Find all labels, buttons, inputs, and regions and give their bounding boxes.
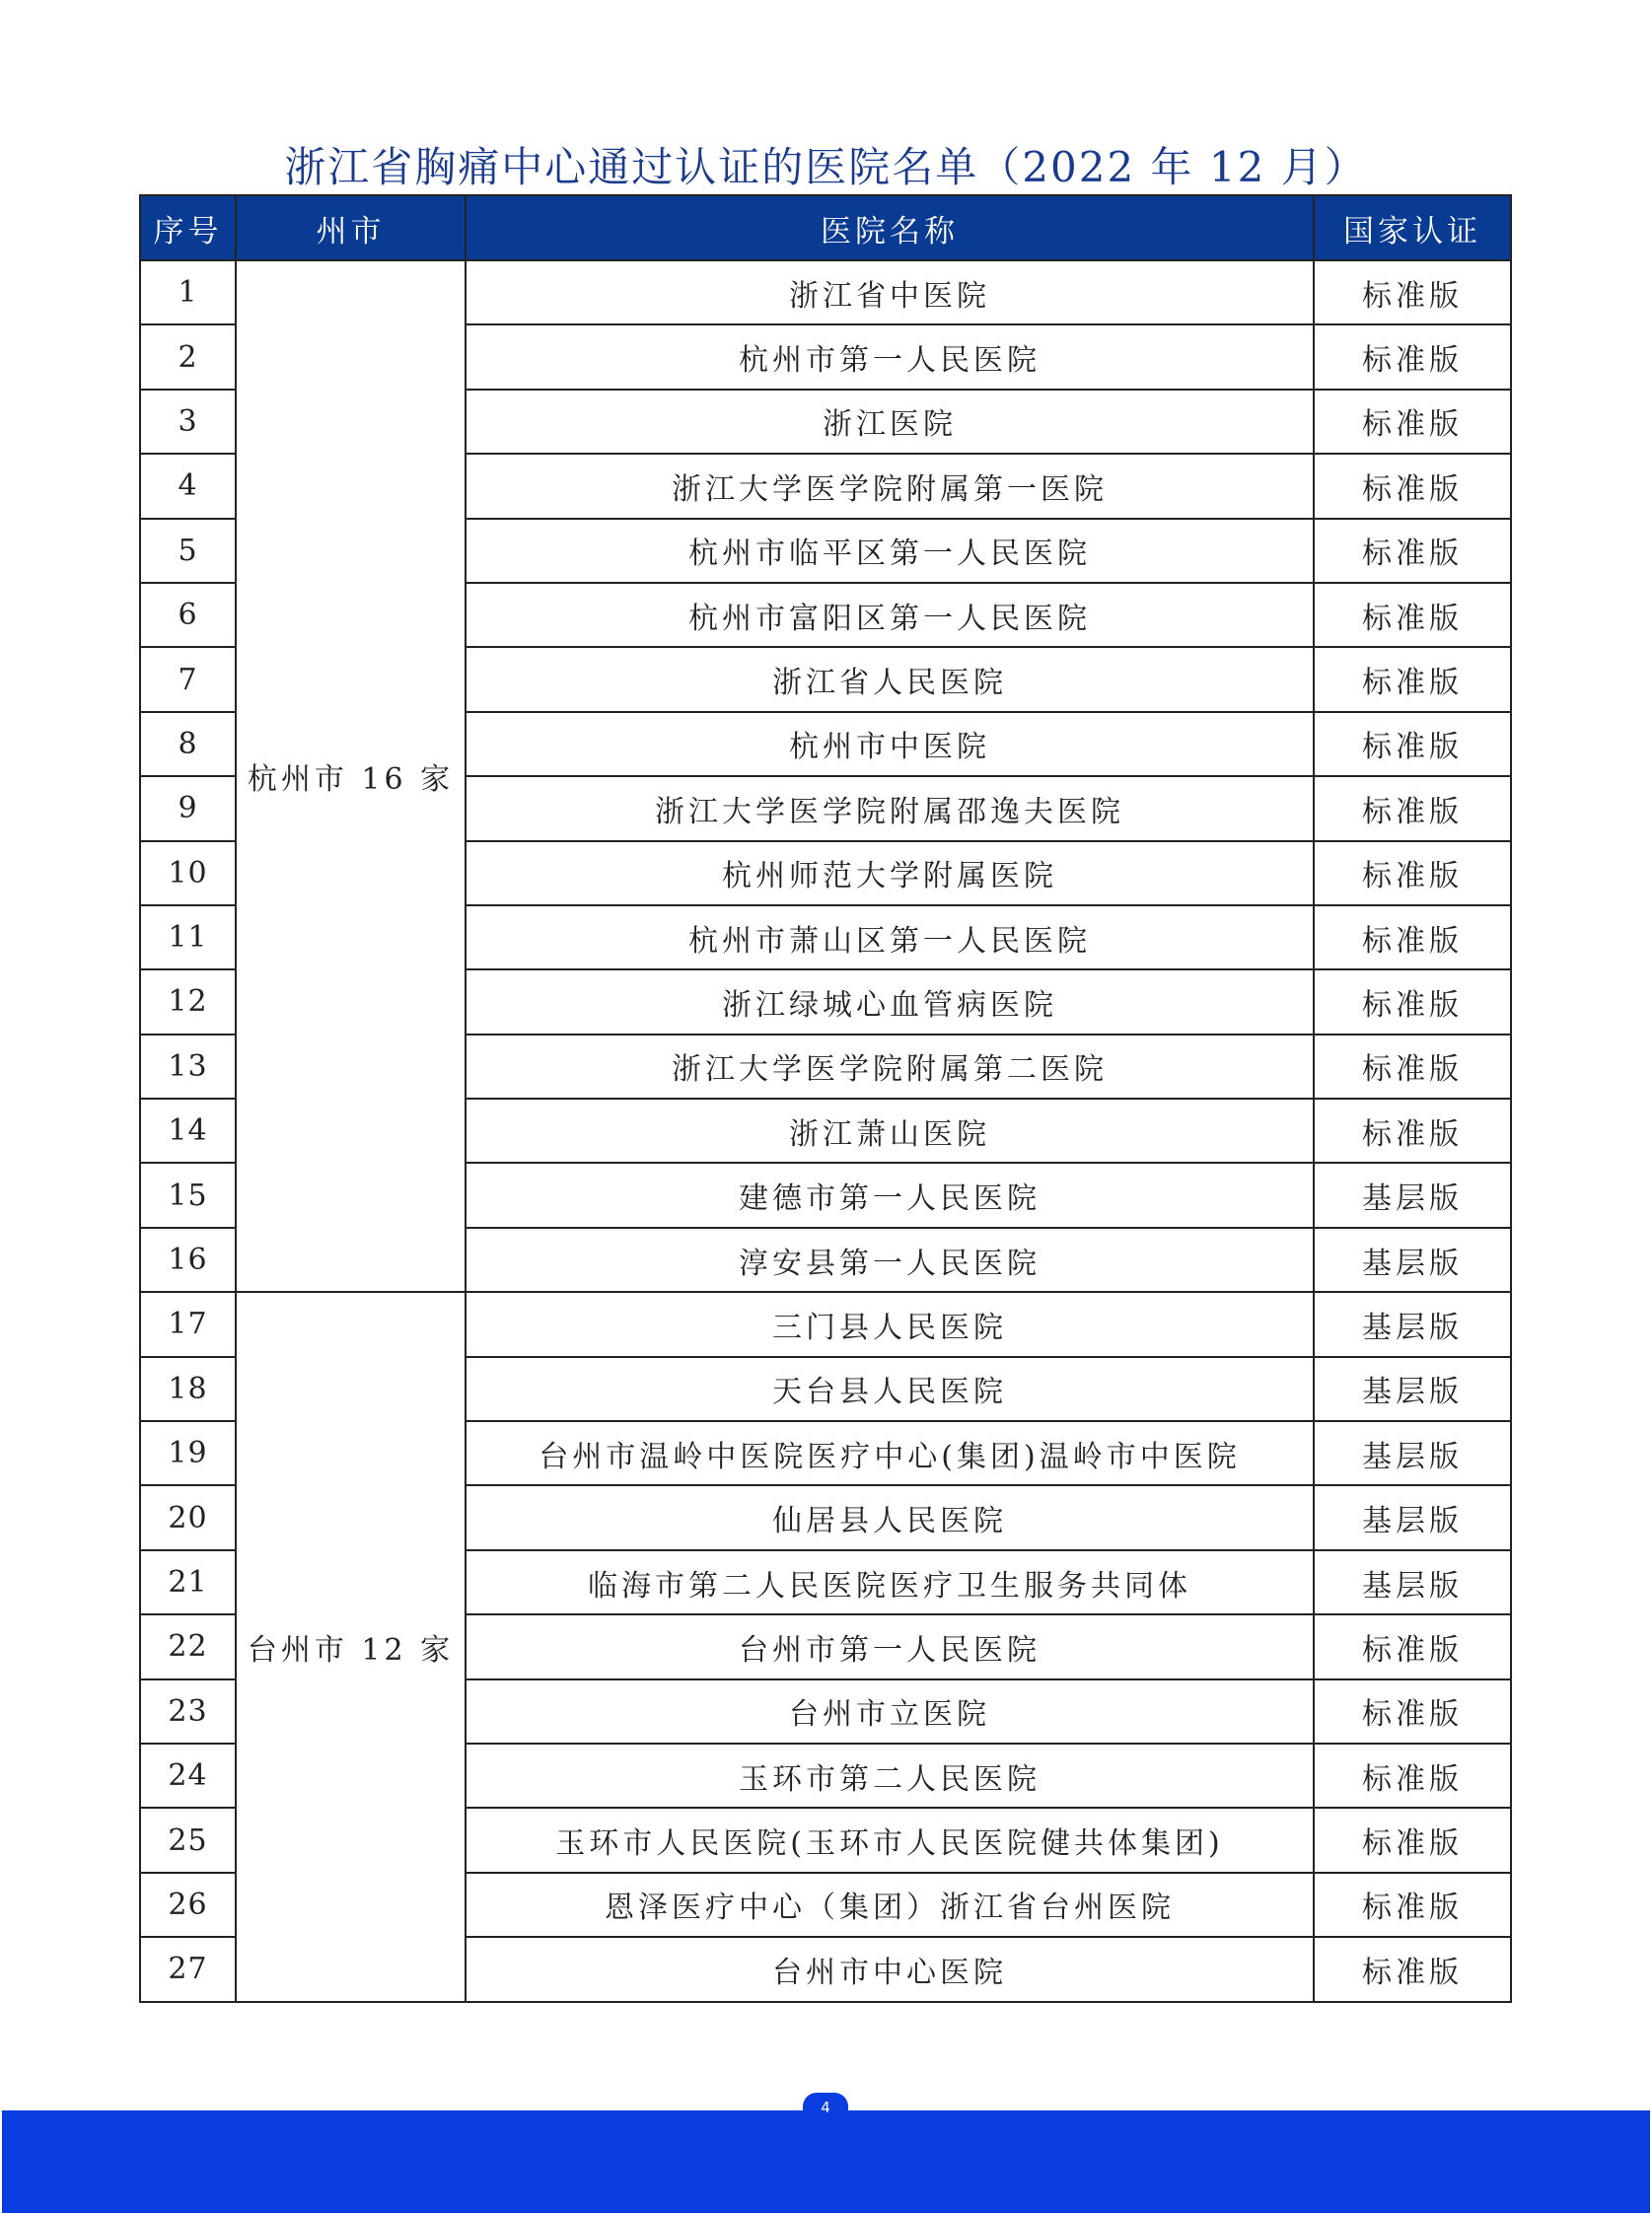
row-seq: 13 xyxy=(140,1035,236,1099)
row-seq: 12 xyxy=(140,969,236,1034)
row-certification: 标准版 xyxy=(1314,583,1511,647)
row-hospital-name: 玉环市第二人民医院 xyxy=(466,1744,1314,1808)
row-hospital-name: 临海市第二人民医院医疗卫生服务共同体 xyxy=(466,1550,1314,1614)
row-seq: 21 xyxy=(140,1550,236,1614)
row-hospital-name: 恩泽医疗中心（集团）浙江省台州医院 xyxy=(466,1873,1314,1937)
header-seq: 序号 xyxy=(140,195,236,260)
row-hospital-name: 天台县人民医院 xyxy=(466,1357,1314,1421)
row-hospital-name: 浙江大学医学院附属邵逸夫医院 xyxy=(466,776,1314,840)
row-seq: 24 xyxy=(140,1744,236,1808)
row-certification: 标准版 xyxy=(1314,1614,1511,1678)
row-hospital-name: 淳安县第一人民医院 xyxy=(466,1228,1314,1292)
table-row xyxy=(140,1292,1511,1356)
row-seq: 27 xyxy=(140,1937,236,2001)
row-certification: 标准版 xyxy=(1314,1937,1511,2001)
row-certification: 标准版 xyxy=(1314,324,1511,389)
row-hospital-name: 杭州师范大学附属医院 xyxy=(466,841,1314,905)
row-hospital-name: 玉环市人民医院(玉环市人民医院健共体集团) xyxy=(466,1808,1314,1872)
table-row xyxy=(140,260,1511,324)
row-hospital-name: 台州市第一人民医院 xyxy=(466,1614,1314,1678)
row-seq: 3 xyxy=(140,390,236,454)
row-hospital-name: 浙江医院 xyxy=(466,390,1314,454)
row-certification: 标准版 xyxy=(1314,260,1511,324)
row-hospital-name: 三门县人民医院 xyxy=(466,1292,1314,1356)
row-certification: 基层版 xyxy=(1314,1228,1511,1292)
row-certification: 基层版 xyxy=(1314,1163,1511,1227)
row-certification: 标准版 xyxy=(1314,519,1511,583)
row-certification: 标准版 xyxy=(1314,390,1511,454)
row-hospital-name: 台州市温岭中医院医疗中心(集团)温岭市中医院 xyxy=(466,1421,1314,1485)
row-seq: 22 xyxy=(140,1614,236,1678)
row-seq: 11 xyxy=(140,905,236,969)
row-certification: 基层版 xyxy=(1314,1292,1511,1356)
row-seq: 23 xyxy=(140,1679,236,1744)
row-seq: 17 xyxy=(140,1292,236,1356)
row-seq: 6 xyxy=(140,583,236,647)
table-body xyxy=(140,260,1511,2002)
row-seq: 4 xyxy=(140,454,236,518)
row-hospital-name: 台州市立医院 xyxy=(466,1679,1314,1744)
row-seq: 8 xyxy=(140,712,236,776)
row-hospital-name: 浙江萧山医院 xyxy=(466,1099,1314,1163)
page-title: 浙江省胸痛中心通过认证的医院名单（2022 年 12 月） xyxy=(284,143,1368,191)
row-certification: 标准版 xyxy=(1314,841,1511,905)
row-certification: 标准版 xyxy=(1314,1744,1511,1808)
hospital-table xyxy=(139,194,1512,2003)
row-hospital-name: 建德市第一人民医院 xyxy=(466,1163,1314,1227)
footer-bar xyxy=(2,2110,1650,2213)
row-hospital-name: 浙江省中医院 xyxy=(466,260,1314,324)
row-hospital-name: 杭州市中医院 xyxy=(466,712,1314,776)
row-certification: 标准版 xyxy=(1314,712,1511,776)
row-seq: 15 xyxy=(140,1163,236,1227)
row-certification: 标准版 xyxy=(1314,776,1511,840)
row-certification: 标准版 xyxy=(1314,905,1511,969)
row-certification: 标准版 xyxy=(1314,647,1511,711)
row-seq: 20 xyxy=(140,1485,236,1549)
page-number: 4 xyxy=(803,2093,848,2120)
row-seq: 18 xyxy=(140,1357,236,1421)
row-certification: 基层版 xyxy=(1314,1485,1511,1549)
row-hospital-name: 杭州市富阳区第一人民医院 xyxy=(466,583,1314,647)
row-certification: 基层版 xyxy=(1314,1357,1511,1421)
header-hospital-name: 医院名称 xyxy=(466,195,1314,260)
row-seq: 26 xyxy=(140,1873,236,1937)
row-hospital-name: 浙江绿城心血管病医院 xyxy=(466,969,1314,1034)
row-hospital-name: 浙江大学医学院附属第一医院 xyxy=(466,454,1314,518)
row-certification: 标准版 xyxy=(1314,454,1511,518)
row-certification: 基层版 xyxy=(1314,1421,1511,1485)
city-group-cell: 台州市 12 家 xyxy=(236,1292,466,2001)
city-group-cell: 杭州市 16 家 xyxy=(236,260,466,1292)
row-seq: 9 xyxy=(140,776,236,840)
row-seq: 1 xyxy=(140,260,236,324)
row-seq: 2 xyxy=(140,324,236,389)
row-seq: 5 xyxy=(140,519,236,583)
row-seq: 7 xyxy=(140,647,236,711)
row-hospital-name: 杭州市第一人民医院 xyxy=(466,324,1314,389)
row-hospital-name: 浙江省人民医院 xyxy=(466,647,1314,711)
row-hospital-name: 台州市中心医院 xyxy=(466,1937,1314,2001)
row-hospital-name: 浙江大学医学院附属第二医院 xyxy=(466,1035,1314,1099)
row-certification: 基层版 xyxy=(1314,1550,1511,1614)
row-seq: 16 xyxy=(140,1228,236,1292)
row-certification: 标准版 xyxy=(1314,1679,1511,1744)
row-certification: 标准版 xyxy=(1314,1873,1511,1937)
row-certification: 标准版 xyxy=(1314,969,1511,1034)
row-seq: 10 xyxy=(140,841,236,905)
header-city: 州市 xyxy=(236,195,466,260)
row-hospital-name: 杭州市萧山区第一人民医院 xyxy=(466,905,1314,969)
row-seq: 19 xyxy=(140,1421,236,1485)
row-seq: 14 xyxy=(140,1099,236,1163)
table-header-row xyxy=(140,195,1511,260)
row-certification: 标准版 xyxy=(1314,1808,1511,1872)
row-seq: 25 xyxy=(140,1808,236,1872)
row-hospital-name: 仙居县人民医院 xyxy=(466,1485,1314,1549)
header-certification: 国家认证 xyxy=(1314,195,1511,260)
row-certification: 标准版 xyxy=(1314,1035,1511,1099)
row-certification: 标准版 xyxy=(1314,1099,1511,1163)
row-hospital-name: 杭州市临平区第一人民医院 xyxy=(466,519,1314,583)
